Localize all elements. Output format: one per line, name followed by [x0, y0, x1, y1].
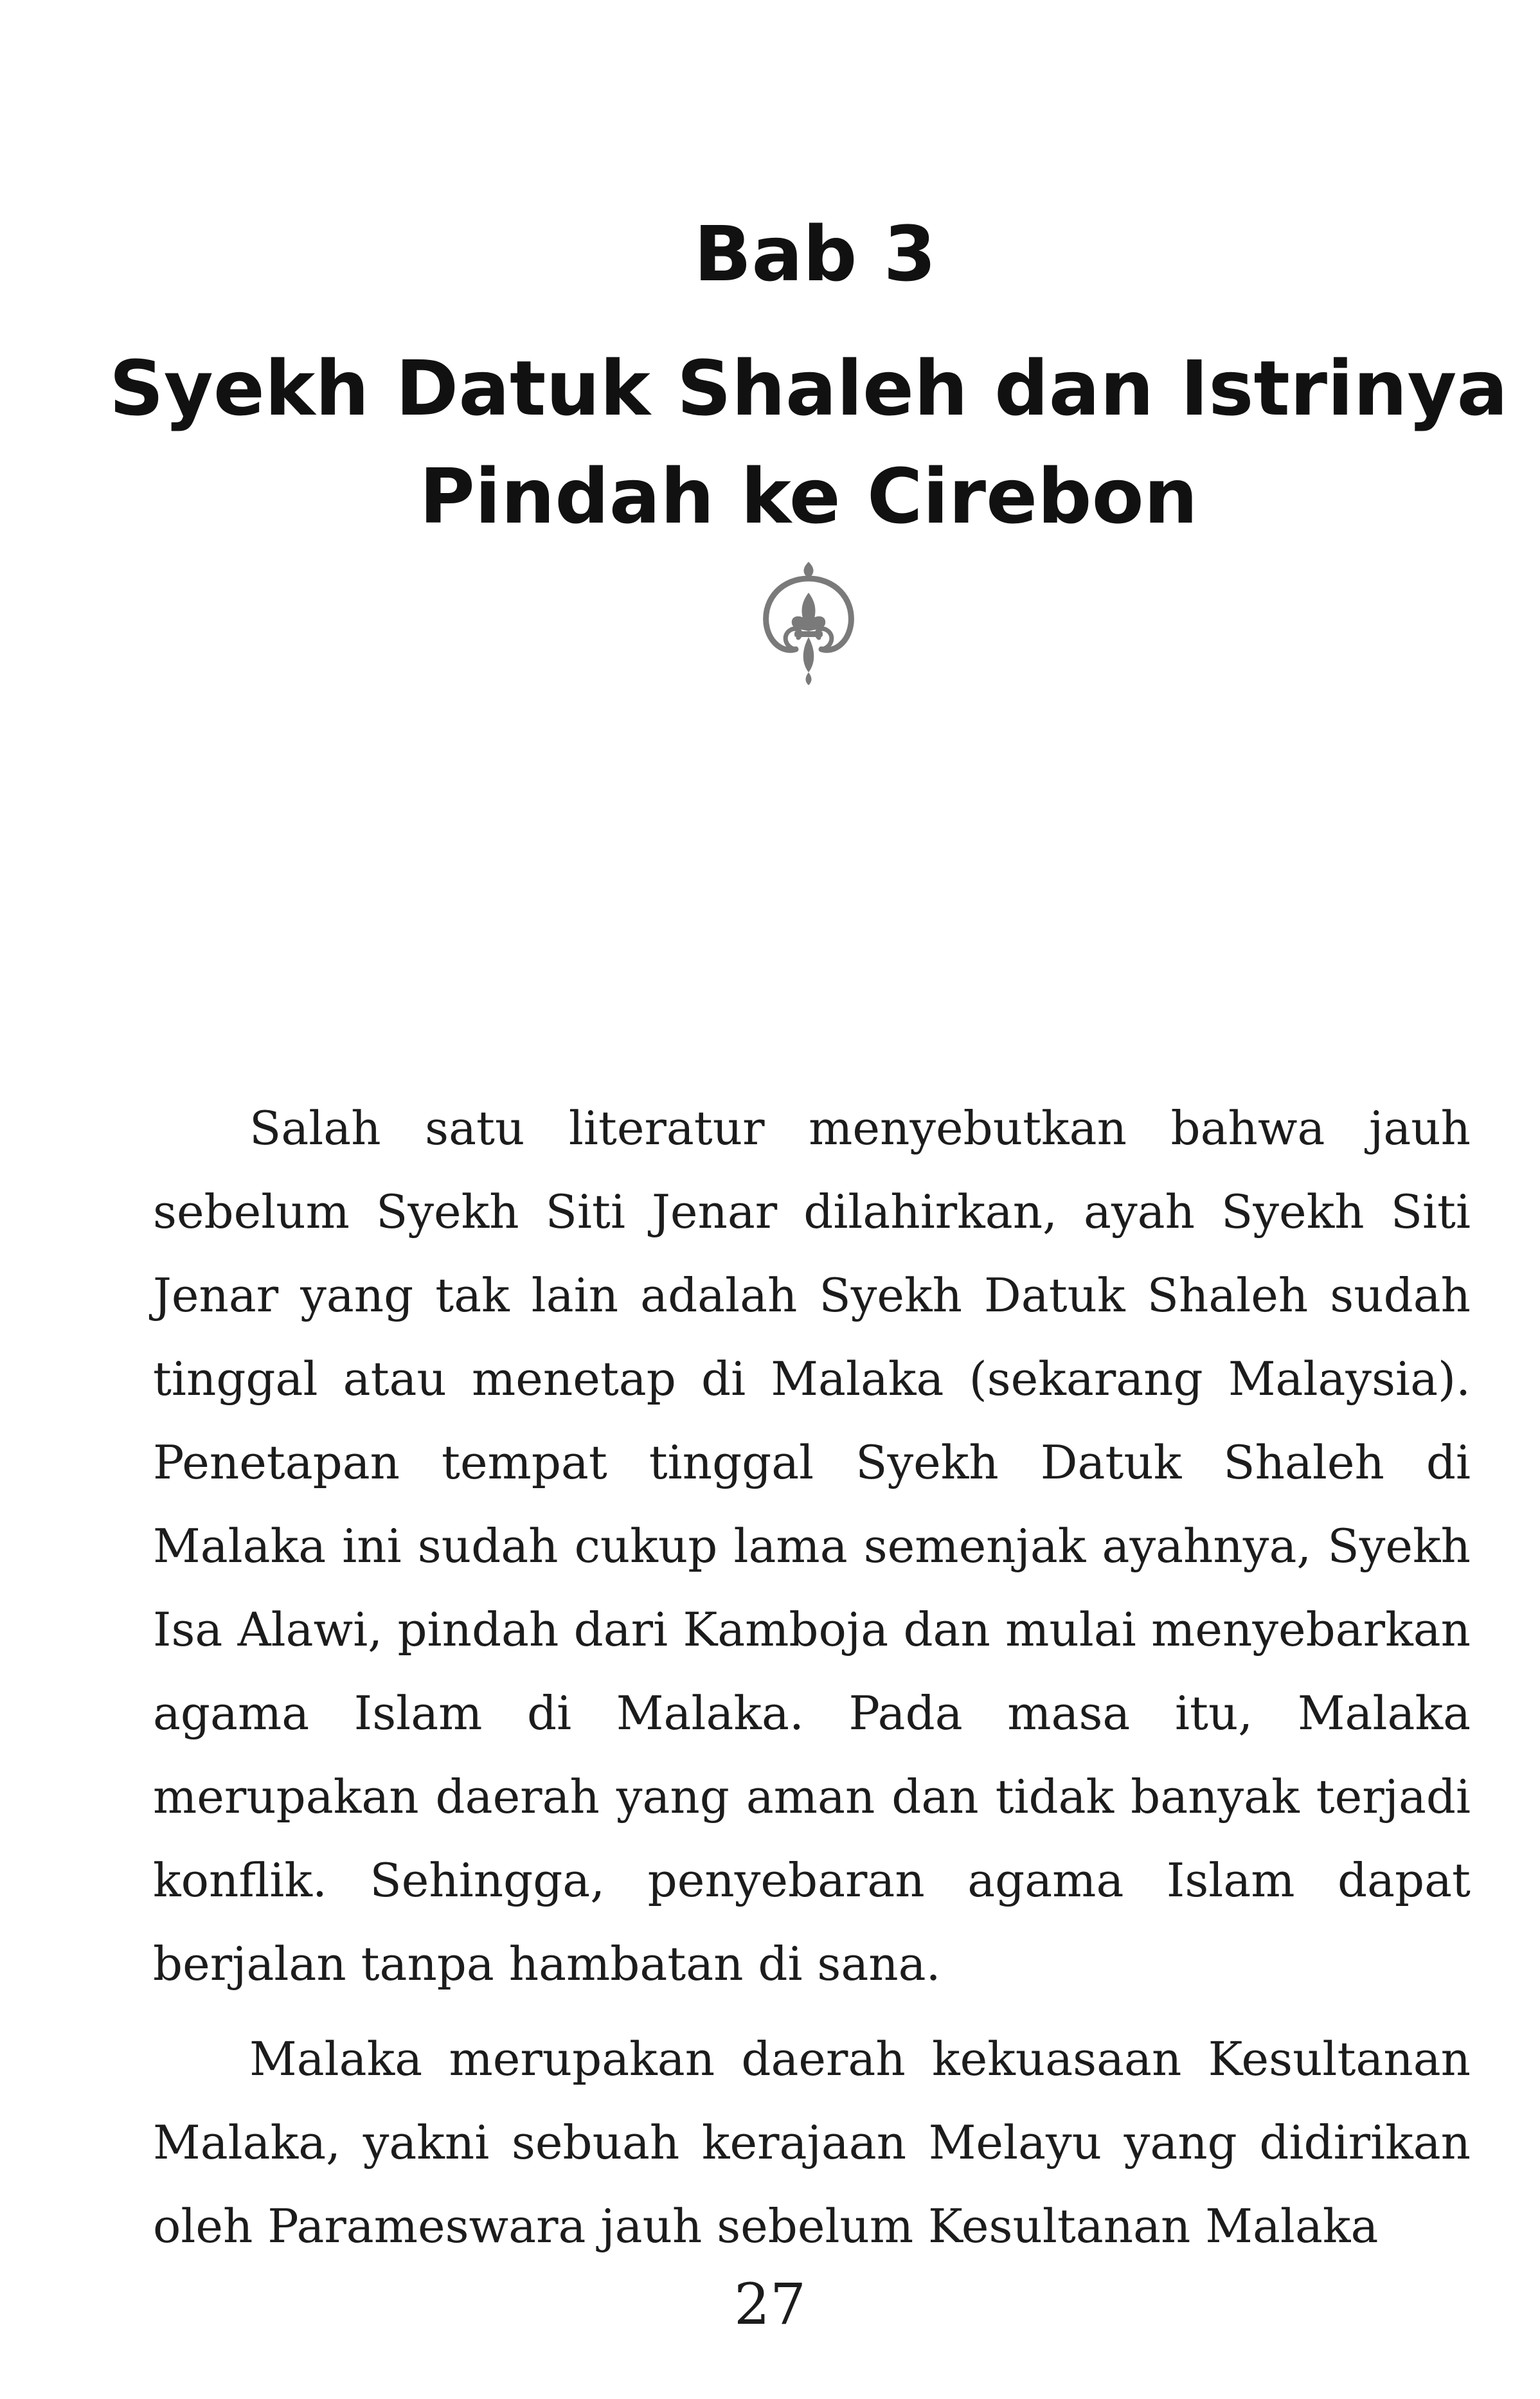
chapter-title-line-1: Syekh Datuk Shaleh dan Istrinya [109, 344, 1509, 433]
fleur-de-lis-ornament-icon [757, 559, 860, 688]
paragraph-1: Salah satu literatur menyebutkan bahwa jauh sebelum Syekh Siti Jenar dilahirkan, ayah Syekh Siti Jenar yang tak lain adalah Syekh Datuk Shaleh sudah tinggal atau menetap di Malaka (sekarang Malaysia). Penetapan tempat tinggal Syekh Datuk Shaleh di Malaka ini sudah cukup lama semenjak ayahnya, Syekh Isa Alawi, pindah dari Kamboja dan mulai menyebarkan agama Islam di Malaka. Pada masa itu, Malaka merupakan daerah yang aman dan tidak banyak terjadi konflik. Sehingga, penyebaran agama Islam dapat berjalan tanpa hambatan di sana. [153, 1101, 1471, 1991]
page-number: 27 [734, 2271, 806, 2337]
body-text [153, 1086, 1471, 2279]
chapter-number: Bab 3 [694, 210, 936, 298]
chapter-title [39, 334, 1540, 550]
chapter-title-line-2: Pindah ke Cirebon [419, 452, 1198, 541]
paragraph-2: Malaka merupakan daerah kekuasaan Kesultanan Malaka, yakni sebuah kerajaan Melayu yang didirikan oleh Parameswara jauh sebelum Kesultanan Malaka [153, 2032, 1471, 2253]
